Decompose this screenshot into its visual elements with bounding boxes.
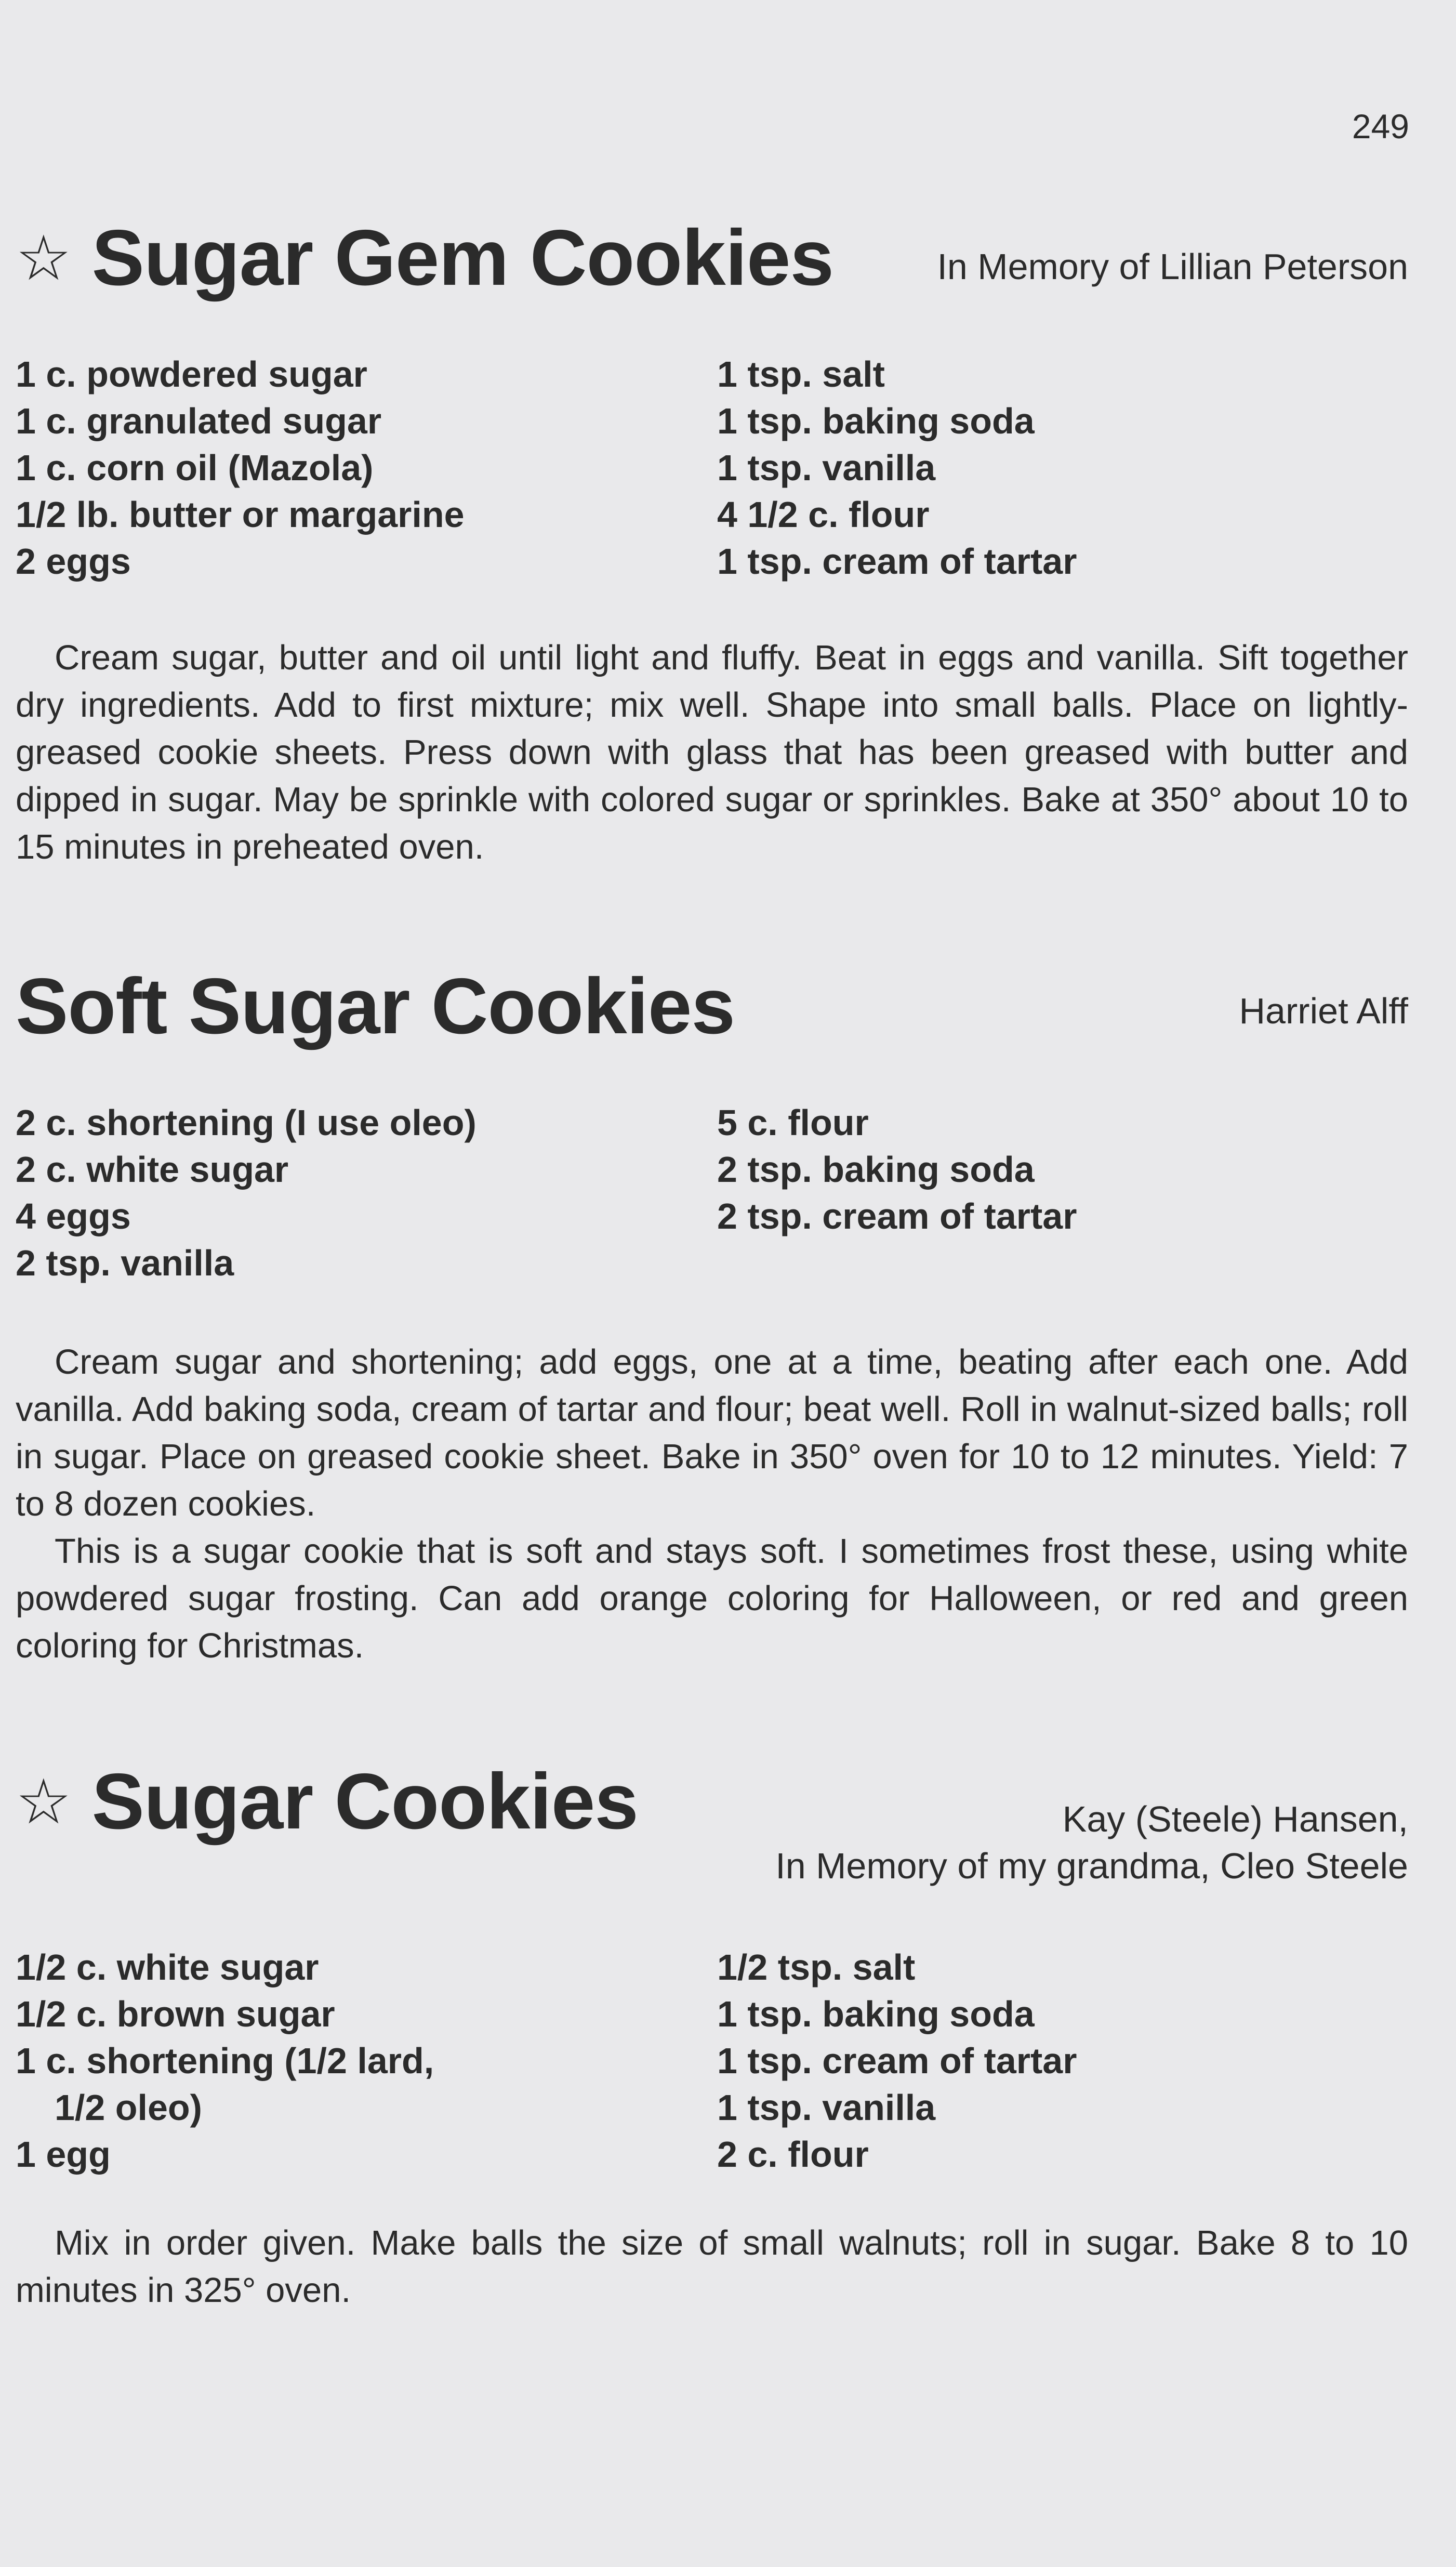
- ingredients-list: [16, 351, 1408, 590]
- ingredients-left-column: [16, 351, 465, 585]
- recipe-soft-sugar-cookies: [16, 962, 1408, 1665]
- directions-paragraph: This is a sugar cookie that is soft and stays soft. I sometimes frost these, using white powdered sugar frosting. Can add orange coloring for Halloween, or red and green coloring for Christmas.: [16, 1532, 1408, 1665]
- ingredient: 5 c. flour: [717, 1102, 869, 1143]
- recipe-attribution: [1239, 988, 1409, 1034]
- ingredient: 1 c. powdered sugar: [16, 354, 367, 394]
- directions-paragraph: Cream sugar and shortening; add eggs, one at a time, beating after each one. Add vanilla. Add baking soda, cream of tartar and flour; beat well. Roll in walnut-sized balls; roll in sugar. Place on greased cookie sheet. Bake in 350° oven for 10 to 12 minutes. Yield: 7 to 8 dozen cookies.: [16, 1342, 1408, 1523]
- attribution-line: In Memory of my grandma, Cleo Steele: [775, 1846, 1408, 1886]
- ingredient: 4 1/2 c. flour: [717, 494, 930, 535]
- recipe-directions: [16, 2219, 1408, 2314]
- ingredient: 2 c. white sugar: [16, 1149, 289, 1190]
- ingredient: 2 c. flour: [717, 2134, 869, 2175]
- ingredient: 1/2 lb. butter or margarine: [16, 494, 465, 535]
- directions-paragraph: Cream sugar, butter and oil until light and fluffy. Beat in eggs and vanilla. Sift together dry ingredients. Add to first mixture; mix well. Shape into small balls. Place on lightly-greased cookie sheets. Press down with glass that has been greased with butter and dipped in sugar. May be sprinkle with colored sugar or sprinkles. Bake at 350° about 10 to 15 minutes in preheated oven.: [16, 638, 1408, 866]
- ingredient: 1 tsp. cream of tartar: [717, 541, 1077, 582]
- ingredients-left-column: [16, 1099, 476, 1286]
- ingredient: 2 tsp. cream of tartar: [717, 1196, 1077, 1236]
- ingredient: 2 eggs: [16, 541, 131, 582]
- recipe-title: ☆ Sugar Cookies: [16, 1757, 638, 1846]
- recipe-directions: [16, 1338, 1408, 1669]
- ingredient: 1 tsp. cream of tartar: [717, 2041, 1077, 2081]
- attribution-line: Harriet Alff: [1239, 991, 1408, 1031]
- ingredient: 1/2 tsp. salt: [717, 1947, 916, 1987]
- recipe-sugar-gem-cookies: [16, 214, 1408, 866]
- ingredient: 1 tsp. vanilla: [717, 447, 936, 488]
- ingredient: 1/2 c. white sugar: [16, 1947, 319, 1987]
- recipe-attribution: [775, 1796, 1408, 1889]
- ingredients-right-column: [717, 1099, 1077, 1240]
- ingredients-list: [16, 1099, 1408, 1292]
- ingredients-right-column: [717, 351, 1077, 585]
- recipe-header: [16, 214, 1408, 322]
- ingredient: 1/2 c. brown sugar: [16, 1994, 335, 2034]
- attribution-line: In Memory of Lillian Peterson: [937, 246, 1408, 287]
- ingredient: 1 tsp. baking soda: [717, 401, 1035, 441]
- ingredient: 1 tsp. vanilla: [717, 2087, 936, 2128]
- recipe-header: [16, 962, 1408, 1071]
- ingredients-right-column: [717, 1944, 1077, 2178]
- ingredient: 2 tsp. vanilla: [16, 1243, 234, 1283]
- ingredients-left-column: [16, 1944, 434, 2178]
- ingredient: 1 c. corn oil (Mazola): [16, 447, 374, 488]
- recipe-directions: [16, 634, 1408, 871]
- ingredient: 1 egg: [16, 2134, 111, 2175]
- ingredient: 1 tsp. salt: [717, 354, 885, 394]
- recipe-sugar-cookies: [16, 1757, 1408, 2310]
- star-icon: ☆: [16, 223, 71, 293]
- page-number: 249: [1352, 107, 1409, 146]
- ingredient: 1 tsp. baking soda: [717, 1994, 1035, 2034]
- recipe-title: Soft Sugar Cookies: [16, 962, 735, 1050]
- ingredient: 1/2 oleo): [55, 2087, 202, 2128]
- star-icon: ☆: [16, 1767, 71, 1837]
- ingredient: 2 c. shortening (I use oleo): [16, 1102, 476, 1143]
- ingredient: 4 eggs: [16, 1196, 131, 1236]
- recipe-header: [16, 1757, 1408, 1886]
- ingredient: 2 tsp. baking soda: [717, 1149, 1035, 1190]
- recipe-title: ☆ Sugar Gem Cookies: [16, 214, 834, 302]
- ingredient: 1 c. shortening (1/2 lard,: [16, 2041, 434, 2081]
- ingredient: 1 c. granulated sugar: [16, 401, 382, 441]
- attribution-line: Kay (Steele) Hansen,: [1062, 1799, 1408, 1839]
- directions-paragraph: Mix in order given. Make balls the size of small walnuts; roll in sugar. Bake 8 to 10 minutes in 325° oven.: [16, 2223, 1408, 2310]
- recipe-attribution: [937, 243, 1408, 290]
- ingredients-list: [16, 1944, 1408, 2183]
